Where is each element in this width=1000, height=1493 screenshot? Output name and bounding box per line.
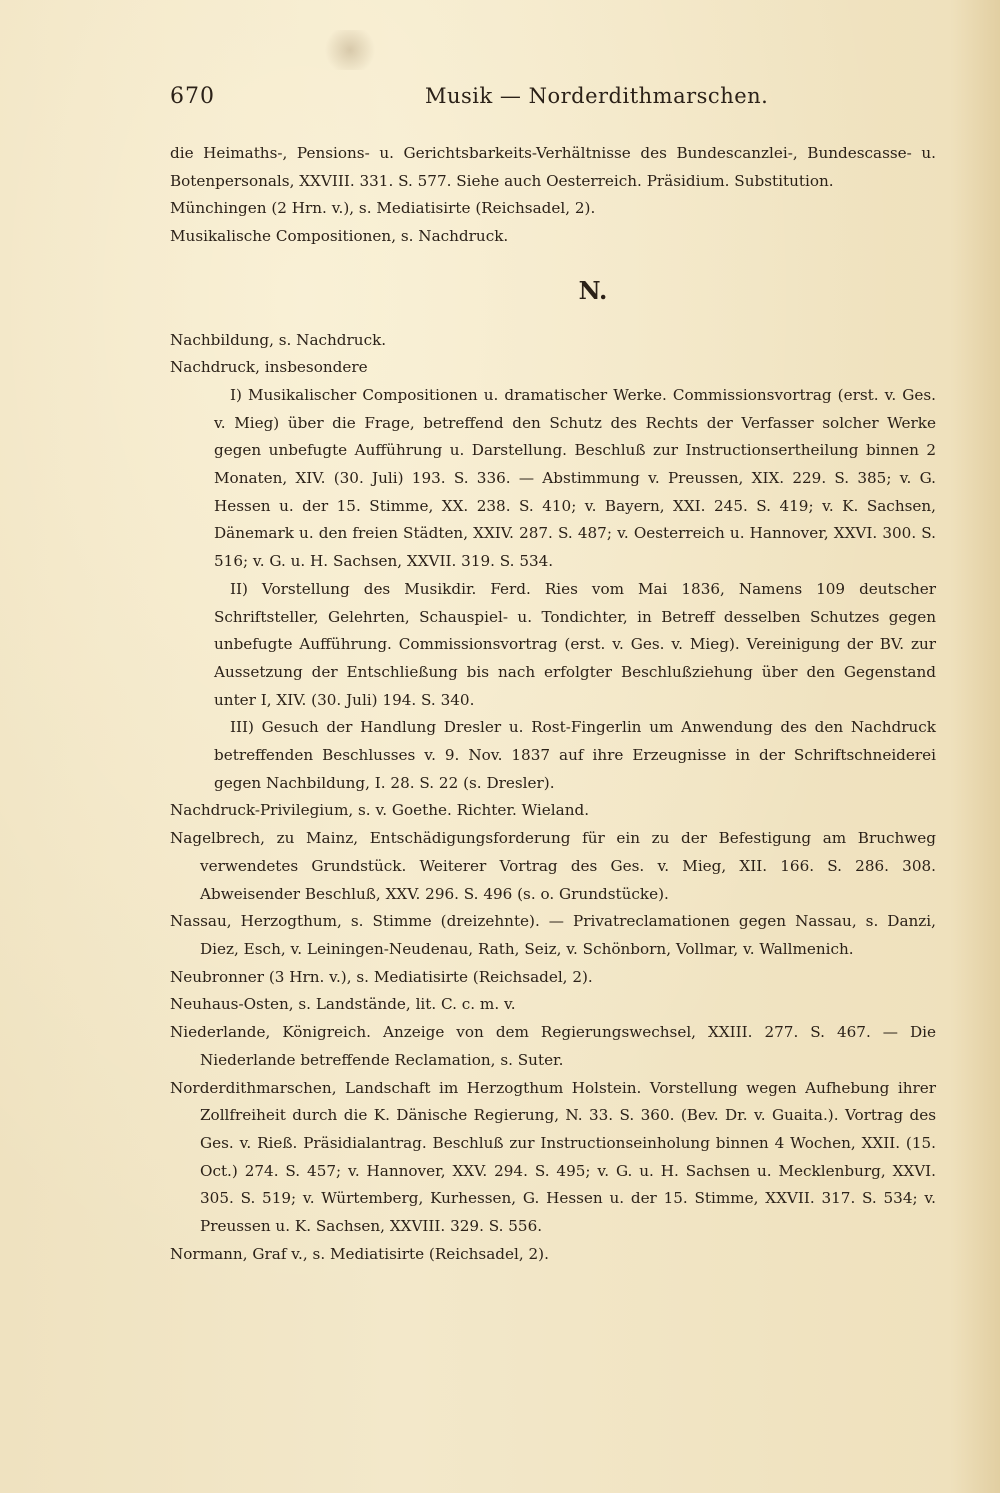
running-title: Musik — Norderdithmarschen. (425, 84, 769, 108)
index-entry-nachdruck: Nachdruck, insbesondere (170, 358, 368, 377)
nachdruck-item-2: II) Vorstellung des Musikdir. Ferd. Ries vom Mai 1836, Namens 109 deutscher Schriftsteller, Gelehrten, Schauspiel- u. Tondichter, in Betreff desselben Schutzes gegen unbefugte Aufführung. Commissionsvortrag (erst. v. Ges. v. Mieg). Vereinigung der BV. zur Aussetzung der Entschließung bis nach erfolgter Beschlußziehung über den Gegenstand unter I, XIV. (30. Juli) 194. S. 340. (214, 579, 936, 709)
index-entry-nachdruck-privilegium: Nachdruck-Privilegium, s. v. Goethe. Richter. Wieland. (170, 801, 590, 820)
nachdruck-item-3: III) Gesuch der Handlung Dresler u. Rost-Fingerlin um Anwendung des den Nachdruck betreffenden Beschlusses v. 9. Nov. 1837 auf ihre Erzeugnisse in der Schriftschneiderei gegen Nachbildung, I. 28. S. 22 (s. Dresler). (214, 718, 936, 792)
index-entry-niederlande: Niederlande, Königreich. Anzeige von dem Regierungswechsel, XXIII. 277. S. 467. — Die Niederlande betreffende Reclamation, s. Suter. (170, 1023, 936, 1069)
index-entry-normann: Normann, Graf v., s. Mediatisirte (Reichsadel, 2). (170, 1244, 549, 1263)
paper-stain (320, 30, 380, 70)
index-entry-nagelbrech: Nagelbrech, zu Mainz, Entschädigungsforderung für ein zu der Befestigung am Bruchweg verwendetes Grundstück. Weiterer Vortrag des Ges. v. Mieg, XII. 166. S. 286. 308. Abweisender Beschluß, XXV. 296. S. 496 (s. o. Grundstücke). (170, 829, 936, 903)
index-entries (170, 140, 936, 1268)
index-entry-nassau: Nassau, Herzogthum, s. Stimme (dreizehnte). — Privatreclamationen gegen Nassau, s. Danzi, Diez, Esch, v. Leiningen-Neudenau, Rath, Seiz, v. Schönborn, Vollmar, v. Wallmenich. (170, 912, 936, 958)
page-header (170, 84, 936, 128)
index-entry-musikalische: Musikalische Compositionen, s. Nachdruck. (170, 227, 509, 246)
section-letter: N. (578, 275, 608, 305)
nachdruck-subentries (170, 382, 936, 798)
index-entry-nachbildung: Nachbildung, s. Nachdruck. (170, 330, 387, 349)
index-entry-neubronner: Neubronner (3 Hrn. v.), s. Mediatisirte (Reichsadel, 2). (170, 967, 593, 986)
index-entry-neuhaus-osten: Neuhaus-Osten, s. Landstände, lit. C. c. m. v. (170, 995, 516, 1014)
index-entry-continued: die Heimaths-, Pensions- u. Gerichtsbarkeits-Verhältnisse des Bundescanzlei-, Bundescasse- u. Botenpersonals, XXVIII. 331. S. 577. Siehe auch Oesterreich. Präsidium. Substitution. (170, 144, 936, 190)
nachdruck-item-1: I) Musikalischer Compositionen u. dramatischer Werke. Commissionsvortrag (erst. v. Ges. v. Mieg) über die Frage, betreffend den Schutz des Rechts der Verfasser solcher Werke gegen unbefugte Aufführung u. Darstellung. Beschluß zur Instructionsertheilung binnen 2 Monaten, XIV. (30. Juli) 193. S. 336. — Abstimmung v. Preussen, XIX. 229. S. 385; v. G. Hessen u. der 15. Stimme, XX. 238. S. 410; v. Bayern, XXI. 245. S. 419; v. K. Sachsen, Dänemark u. den freien Städten, XXIV. 287. S. 487; v. Oesterreich u. Hannover, XXVI. 300. S. 516; v. G. u. H. Sachsen, XXVII. 319. S. 534. (214, 385, 936, 571)
index-entry-muenchingen: Münchingen (2 Hrn. v.), s. Mediatisirte (Reichsadel, 2). (170, 199, 596, 218)
index-entry-norderdithmarschen: Norderdithmarschen, Landschaft im Herzogthum Holstein. Vorstellung wegen Aufhebung ihrer Zollfreiheit durch die K. Dänische Regierung, N. 33. S. 360. (Bev. Dr. v. Guaita.). Vortrag des Ges. v. Rieß. Präsidialantrag. Beschluß zur Instructionseinholung binnen 4 Wochen, XXII. (15. Oct.) 274. S. 457; v. Hannover, XXV. 294. S. 495; v. G. u. H. Sachsen u. Mecklenburg, XXVI. 305. S. 519; v. Würtemberg, Kurhessen, G. Hessen u. der 15. Stimme, XXVII. 317. S. 534; v. Preussen u. K. Sachsen, XXVIII. 329. S. 556. (170, 1078, 936, 1236)
page-number: 670 (170, 84, 215, 109)
